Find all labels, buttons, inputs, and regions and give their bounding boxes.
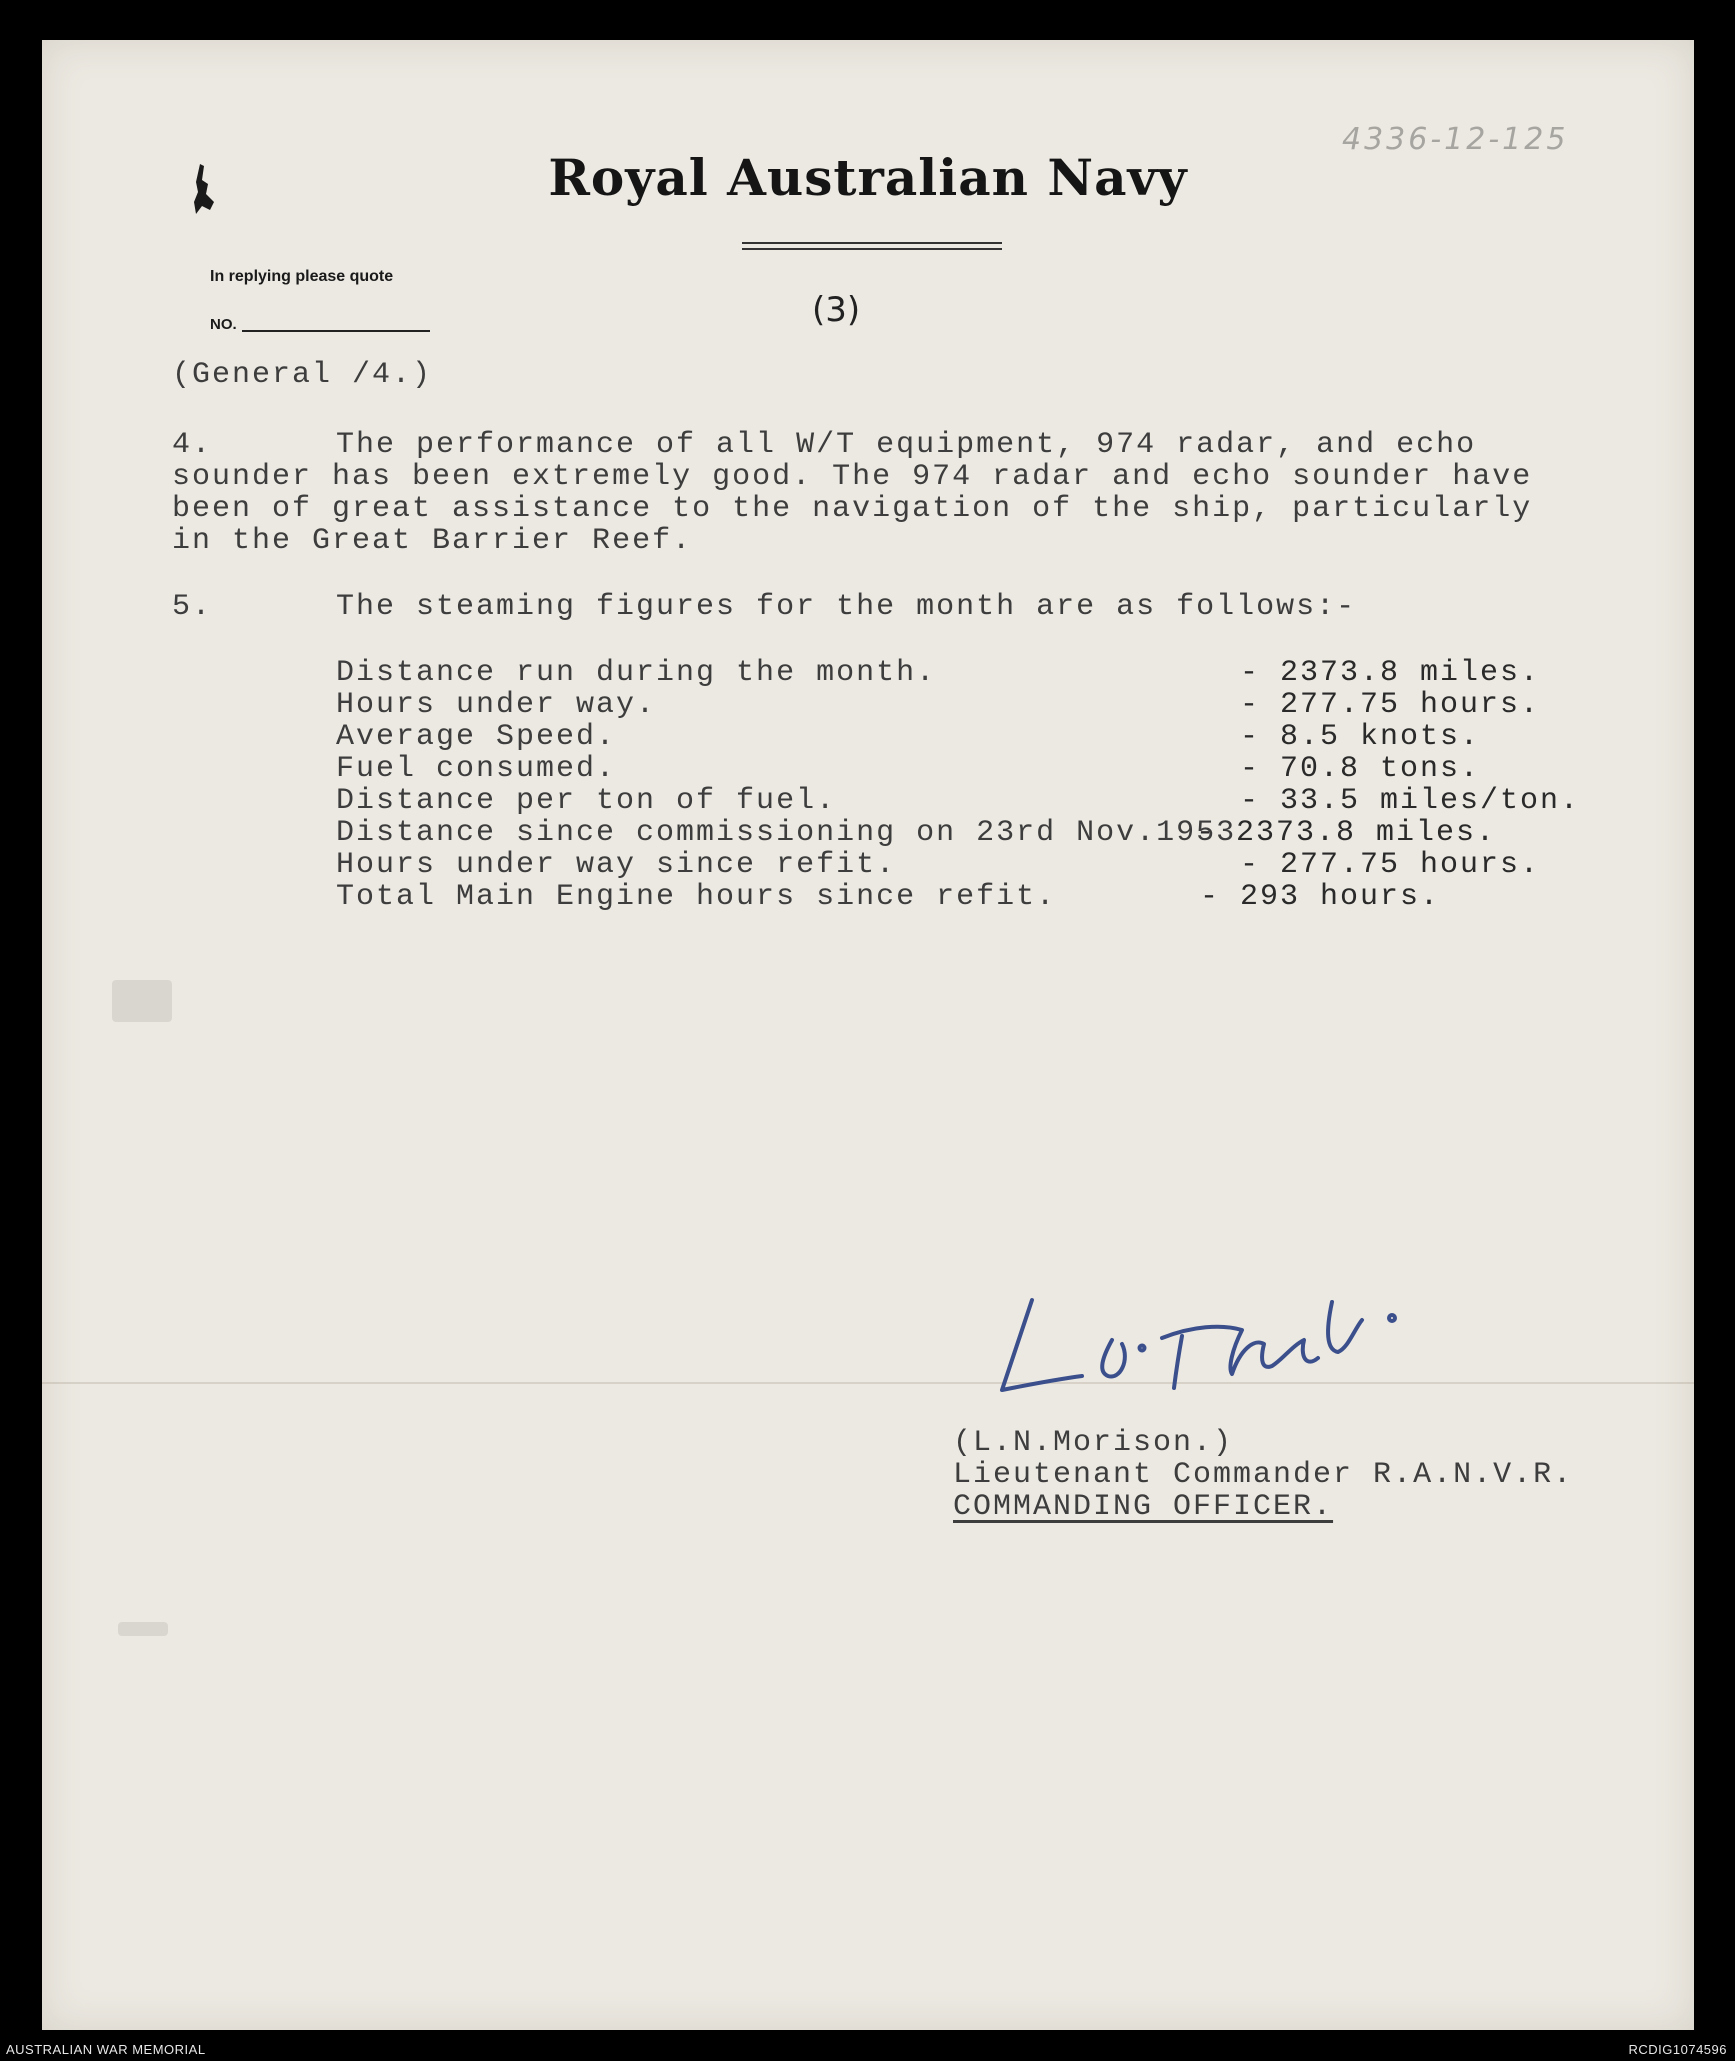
reply-number-label: NO. [210,316,237,333]
figure-value: - 2373.8 miles. [1196,816,1497,850]
punch-hole-tear [118,1622,168,1636]
letterhead-rule-lower [742,248,1002,250]
letterhead-title: Royal Australian Navy [548,148,1188,207]
figure-value: - 277.75 hours. [1240,688,1541,722]
punch-hole-tear [112,980,172,1022]
letterhead-rule [742,242,1002,244]
signatory-rank: Lieutenant Commander R.A.N.V.R. [953,1458,1574,1492]
paragraph-line: The steaming figures for the month are as follows:- [336,590,1357,624]
handwritten-signature [992,1240,1472,1410]
signatory-name: (L.N.Morison.) [953,1426,1234,1460]
paragraph-line: been of great assistance to the navigation of the ship, particularly [172,492,1533,526]
figure-label: Total Main Engine hours since refit. [336,880,1057,914]
figure-label: Distance per ton of fuel. [336,784,837,818]
reply-quote-label: In replying please quote [210,268,394,285]
file-reference: (General /4.) [172,358,433,392]
signatory-role: COMMANDING OFFICER. [953,1490,1334,1524]
figure-value: - 277.75 hours. [1240,848,1541,882]
figure-value: - 33.5 miles/ton. [1240,784,1581,818]
figure-value: - 293 hours. [1200,880,1441,914]
figure-label: Average Speed. [336,720,617,754]
document-sheet [42,40,1694,2030]
footer-archive-name: AUSTRALIAN WAR MEMORIAL [6,2042,206,2057]
figure-label: Distance run during the month. [336,656,937,690]
figure-label: Fuel consumed. [336,752,617,786]
paragraph-line: sounder has been extremely good. The 974 radar and echo sounder have [172,460,1533,494]
figure-label: Distance since commissioning on 23rd Nov.1953 [336,816,1237,850]
figure-value: - 70.8 tons. [1240,752,1481,786]
paragraph-line: The performance of all W/T equipment, 974 radar, and echo [336,428,1477,462]
figure-value: - 2373.8 miles. [1240,656,1541,690]
paragraph-number: 5. [172,590,213,624]
figure-label: Hours under way. [336,688,657,722]
figure-value: - 8.5 knots. [1240,720,1481,754]
paragraph-number: 4. [172,428,213,462]
paragraph-line: in the Great Barrier Reef. [172,524,693,558]
reply-number-line [242,330,430,332]
page-number: (3) [812,290,861,330]
footer-archive-id: RCDIG1074596 [1628,2042,1727,2057]
pencil-reference-number: 4336-12-125 [1342,122,1569,157]
figure-label: Hours under way since refit. [336,848,897,882]
